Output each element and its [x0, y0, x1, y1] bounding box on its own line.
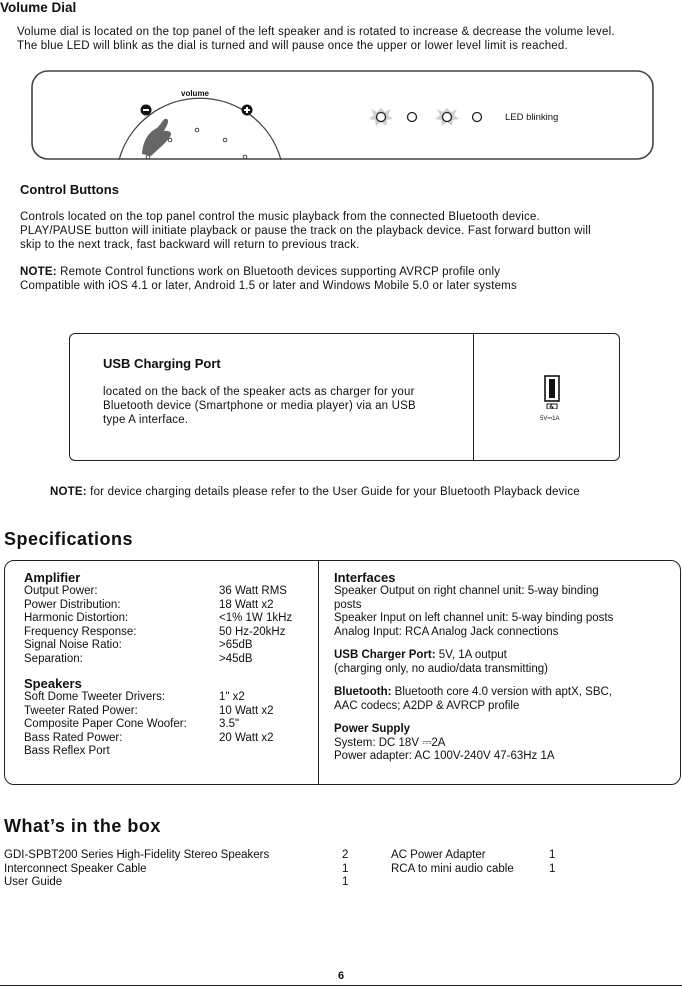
spec-value: <1% 1W 1kHz: [219, 612, 293, 624]
specifications-box: [4, 560, 681, 785]
usb-charger-value: 5V, 1A output: [435, 649, 507, 661]
box-item-name: User Guide: [4, 876, 63, 888]
usb-note: [50, 485, 670, 499]
spec-value: 3.5": [219, 718, 240, 730]
control-buttons-line-2: PLAY/PAUSE button will initiate playback or pause the track on the playback device. Fast forward button will: [20, 225, 591, 237]
control-note-line-2: Compatible with iOS 4.1 or later, Android 1.5 or later and Windows Mobile 5.0 or later systems: [20, 280, 517, 292]
speakers-title: Speakers: [24, 676, 82, 691]
interfaces-line: posts: [334, 598, 362, 611]
box-item-qty: 1: [342, 876, 349, 888]
usb-title: USB Charging Port: [103, 356, 221, 371]
spec-row: [24, 691, 314, 705]
note-label: NOTE:: [20, 266, 57, 278]
control-buttons-title: Control Buttons: [20, 182, 119, 197]
spec-row: [24, 705, 314, 719]
spec-row: [24, 612, 314, 626]
spec-label: Soft Dome Tweeter Drivers:: [24, 691, 166, 703]
usb-charger-line-2: (charging only, no audio/data transmitting): [334, 662, 548, 675]
led-blinking-label: LED blinking: [505, 112, 559, 123]
bluetooth-value: Bluetooth core 4.0 version with aptX, SBC,: [391, 686, 613, 698]
box-item-qty: 2: [342, 849, 349, 861]
list-item: [4, 876, 384, 890]
spec-value: 10 Watt x2: [219, 704, 274, 717]
spec-row: [24, 585, 314, 599]
spec-value: 20 Watt x2: [219, 731, 274, 744]
usb-box-divider: [473, 334, 474, 460]
spec-row: [24, 732, 314, 746]
bluetooth-label: Bluetooth:: [334, 686, 392, 698]
spec-row: [24, 718, 314, 732]
volume-dial-text-2: The blue LED will blink as the dial is turned and will pause once the upper or lower level limit is reached.: [17, 40, 568, 52]
usb-line-2: Bluetooth device (Smartphone or media player) via an USB: [103, 400, 416, 412]
spec-label: Tweeter Rated Power:: [24, 704, 138, 717]
spec-row: [24, 626, 314, 640]
specifications-title: Specifications: [4, 529, 134, 549]
box-item-name: Interconnect Speaker Cable: [4, 862, 147, 875]
power-supply-line-2: Power adapter: AC 100V-240V 47-63Hz 1A: [334, 750, 555, 762]
spec-value: 50 Hz-20kHz: [219, 625, 286, 638]
box-item-name: RCA to mini audio cable: [391, 862, 514, 875]
usb-note-text: for device charging details please refer to the User Guide for your Bluetooth Playback device: [86, 486, 580, 498]
usb-note-label: NOTE:: [50, 486, 87, 498]
spec-label: Composite Paper Cone Woofer:: [24, 718, 187, 730]
control-buttons-line-1: Controls located on the top panel control the music playback from the connected Bluetooth device.: [20, 211, 540, 223]
power-supply-title: Power Supply: [334, 723, 411, 735]
list-item: [4, 849, 384, 863]
spec-row: [24, 599, 314, 613]
list-item: [391, 849, 591, 863]
volume-dial-text-1: Volume dial is located on the top panel of the left speaker and is rotated to increase & decrease the volume level.: [17, 26, 615, 38]
in-box-left-list: [4, 849, 384, 890]
bluetooth-spec: [334, 686, 674, 700]
spec-divider: [318, 561, 319, 784]
spec-label: Frequency Response:: [24, 625, 137, 638]
volume-panel-illustration: [31, 70, 654, 160]
spec-label: Output Power:: [24, 585, 98, 597]
usb-line-1: located on the back of the speaker acts as charger for your: [103, 386, 415, 398]
box-item-name: AC Power Adapter: [391, 849, 486, 861]
box-item-qty: 1: [342, 862, 349, 875]
box-item-qty: 1: [549, 862, 556, 875]
box-item-name: GDI-SPBT200 Series High-Fidelity Stereo Speakers: [4, 849, 270, 861]
interfaces-title: Interfaces: [334, 570, 396, 585]
spec-value: 1" x2: [219, 691, 245, 703]
spec-left-column: [24, 570, 314, 759]
spec-label: Separation:: [24, 652, 83, 665]
box-item-qty: 1: [549, 849, 556, 861]
usb-charger-label: USB Charger Port:: [334, 649, 436, 661]
usb-port-icon: [543, 375, 563, 409]
in-box-right-list: [391, 849, 591, 876]
spec-row: [24, 653, 314, 667]
note-text: Remote Control functions work on Bluetooth devices supporting AVRCP profile only: [56, 266, 501, 278]
power-supply-line-1: System: DC 18V ⎓2A: [334, 736, 446, 749]
spec-value: 36 Watt RMS: [219, 585, 287, 597]
control-note: [20, 265, 670, 279]
spec-value: >65dB: [219, 639, 253, 651]
list-item: [391, 863, 591, 877]
usb-line-3: type A interface.: [103, 414, 189, 426]
spec-row: [24, 745, 314, 759]
control-buttons-line-3: skip to the next track, fast backward will return to previous track.: [20, 239, 360, 251]
volume-dial-title: Volume Dial: [0, 0, 77, 15]
usb-charging-box: [69, 333, 620, 461]
interfaces-line: Speaker Output on right channel unit: 5-way binding: [334, 585, 599, 597]
usb-port-rating: 5V⎓1A: [540, 416, 560, 422]
spec-label: Signal Noise Ratio:: [24, 639, 122, 651]
spec-label: Power Distribution:: [24, 598, 121, 611]
spec-label: Bass Rated Power:: [24, 731, 123, 744]
page-number: 6: [338, 970, 345, 982]
spec-label: Bass Reflex Port: [24, 745, 110, 757]
spec-row: [24, 639, 314, 653]
list-item: [4, 863, 384, 877]
interfaces-line: Speaker Input on left channel unit: 5-way binding posts: [334, 612, 614, 624]
in-box-title: What’s in the box: [4, 816, 161, 836]
usb-charger-spec: [334, 649, 674, 663]
spec-right-column: [334, 570, 674, 764]
volume-dial-label: volume: [181, 89, 210, 98]
bluetooth-line-2: AAC codecs; A2DP & AVRCP profile: [334, 699, 520, 712]
amplifier-title: Amplifier: [24, 570, 81, 585]
spec-value: >45dB: [219, 652, 253, 665]
spec-label: Harmonic Distortion:: [24, 612, 129, 624]
spec-value: 18 Watt x2: [219, 598, 274, 611]
interfaces-line: Analog Input: RCA Analog Jack connections: [334, 625, 559, 638]
